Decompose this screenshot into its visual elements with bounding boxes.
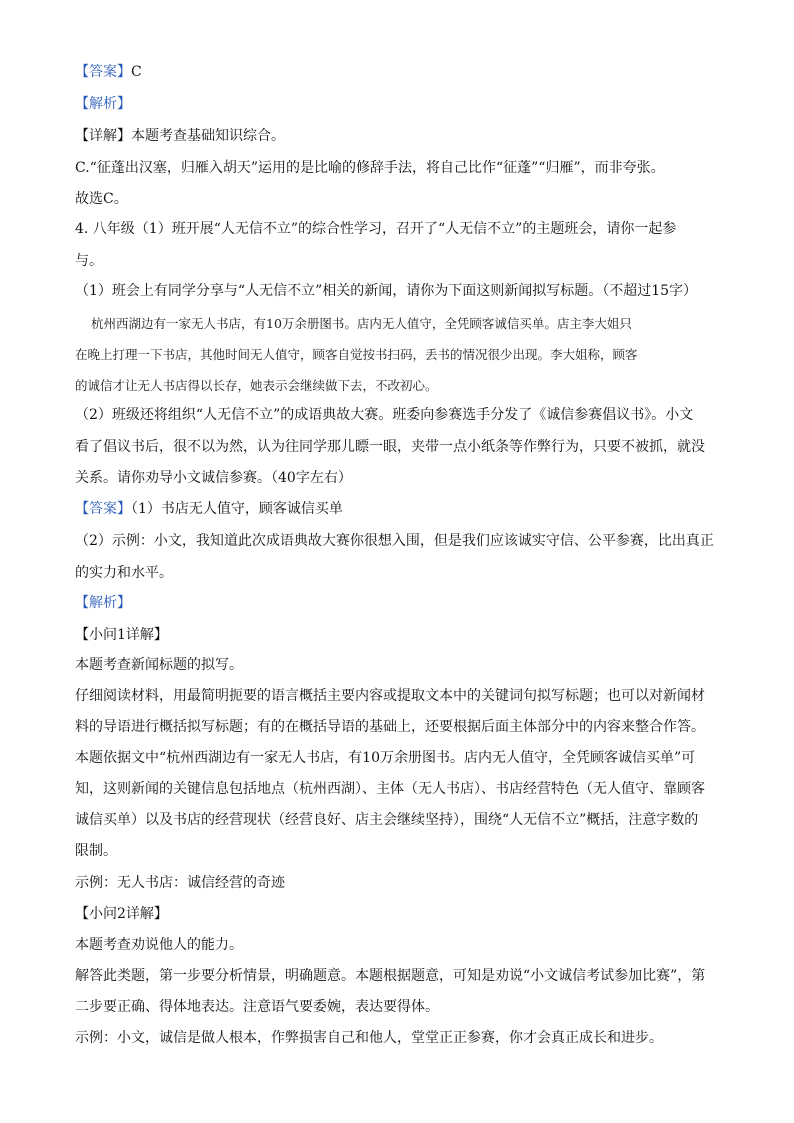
question-4-line: 与。 [75, 253, 103, 269]
analysis-tag: 【解析】 [75, 595, 131, 611]
sub-detail-tag: 【小问1详解】 [75, 627, 168, 643]
paragraph-line: 诚信买单）以及书店的经营现状（经营良好、店主会继续坚持），围绕“人无信不立”概括，注意字数的 [75, 812, 699, 828]
analysis-tag: 【解析】 [75, 96, 131, 112]
news-material-line: 杭州西湖边有一家无人书店，有10万余册图书。店内无人值守，全凭顾客诚信买单。店主李大姐只 [91, 316, 632, 331]
answer-tag: 【答案】 [75, 64, 131, 80]
answer-text: （1）书店无人值守，顾客诚信买单 [131, 501, 343, 517]
paragraph-line: 限制。 [75, 843, 117, 859]
paragraph-line: 故选C。 [75, 191, 128, 207]
answer-tag: 【答案】 [75, 501, 131, 517]
answer-line-q3 [75, 62, 723, 82]
sub-detail-2-heading [75, 904, 723, 924]
sub-detail-tag: 【小问2详解】 [75, 906, 168, 922]
paragraph-line: 本题考查新闻标题的拟写。 [75, 657, 243, 673]
detail-text: 本题考查基础知识综合。 [131, 128, 285, 144]
answer-line: （2）示例：小文，我知道此次成语典故大赛你很想入围，但是我们应该诚实守信、公平参赛，比出真正 [75, 533, 714, 549]
answer-line-q4 [75, 499, 723, 519]
sub-question-2: 看了倡议书后，很不以为然，认为往同学那儿瞟一眼，夹带一点小纸条等作弊行为，只要不被抓，就没 [75, 439, 705, 455]
paragraph-line: 本题考查劝说他人的能力。 [75, 937, 243, 953]
paragraph-line: 料的导语进行概括拟写标题；有的在概括导语的基础上，还要根据后面主体部分中的内容来整合作答。 [75, 719, 705, 735]
sub-question-2: （2）班级还将组织“人无信不立”的成语典故大赛。班委向参赛选手分发了《诚信参赛倡议书》。小文 [75, 407, 694, 423]
analysis-heading-q3 [75, 94, 723, 114]
paragraph-line: 知，这则新闻的关键信息包括地点（杭州西湖）、主体（无人书店）、书店经营特色（无人值守、靠顾客 [75, 781, 705, 797]
paragraph-line: 仔细阅读材料，用最简明扼要的语言概括主要内容或提取文本中的关键词句拟写标题；也可以对新闻材 [75, 688, 705, 704]
analysis-heading-q4 [75, 593, 723, 613]
news-material-line: 的诚信才让无人书店得以长存，她表示会继续做下去，不改初心。 [75, 378, 438, 393]
paragraph-line: 本题依据文中“杭州西湖边有一家无人书店，有10万余册图书。店内无人值守，全凭顾客诚信买单”可 [75, 750, 696, 766]
sub-detail-1-heading [75, 625, 723, 645]
paragraph-line: C.“征蓬出汉塞，归雁入胡天”运用的是比喻的修辞手法，将自己比作“征蓬”“归雁”，而非夸张。 [75, 160, 665, 176]
example-line: 示例：无人书店：诚信经营的奇迹 [75, 875, 285, 891]
question-4-line: 4. 八年级（1）班开展“人无信不立”的综合性学习，召开了“人无信不立”的主题班会，请你一起参 [75, 221, 677, 237]
sub-question-1: （1）班会上有同学分享与“人无信不立”相关的新闻，请你为下面这则新闻拟写标题。（不超过15字） [75, 283, 698, 299]
paragraph-line: 二步要正确、得体地表达。注意语气要委婉，表达要得体。 [75, 999, 439, 1015]
answer-text: C [131, 64, 142, 80]
paragraph-line: 解答此类题，第一步要分析情景，明确题意。本题根据题意，可知是劝说“小文诚信考试参加比赛”，第 [75, 968, 706, 984]
detail-tag: 【详解】 [75, 128, 131, 144]
sub-question-2: 关系。请你劝导小文诚信参赛。（40字左右） [75, 470, 352, 486]
example-line: 示例：小文，诚信是做人根本，作弊损害自己和他人，堂堂正正参赛，你才会真正成长和进步。 [75, 1030, 663, 1046]
news-material-line: 在晚上打理一下书店，其他时间无人值守，顾客自觉按书扫码，丢书的情况很少出现。李大姐称，顾客 [75, 347, 638, 362]
detail-line-q3 [75, 126, 723, 146]
answer-line: 的实力和水平。 [75, 565, 173, 581]
